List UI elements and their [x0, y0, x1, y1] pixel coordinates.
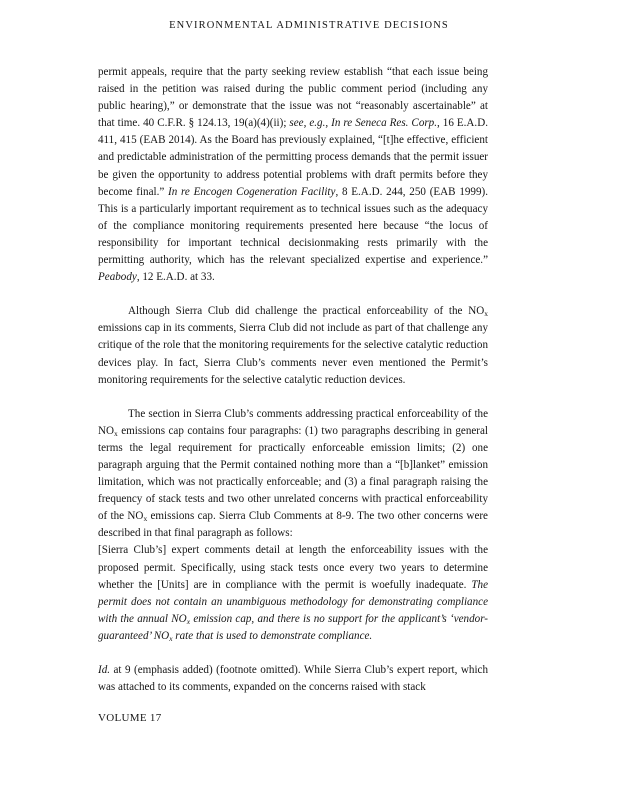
volume-footer: VOLUME 17 [98, 712, 162, 724]
block-quote: [Sierra Club’s] expert comments detail at length the enforceability issues with the proposed permit. Specifically, using stack tests once every two years to determine whether the [Units] are in compliance with the permit is woefully inadequate. The permit does not contain an unambiguous methodology for demonstrating compliance with the annual $NO_x$ emission cap, and there is no support for the applicant’s ‘vendor-guaranteed’ $NO_x$ rate that is used to demonstrate compliance. [98, 544, 488, 643]
paragraph-1: permit appeals, require that the party seeking review establish “that each issue being raised in the petition was raised during the public comment period (including any public hearing),” or demonstrate that the issue was not “reasonably ascertainable” at that time. 40 C.F.R. § 124.13, 19(a)(4)(ii); see, e.g., In re Seneca Res. Corp., 16 E.A.D. 411, 415 (EAB 2014). As the Board has previously explained, “[t]he effective, efficient and predictable administration of the permitting process demands that the permit issuer be given the opportunity to address potential problems with draft permits before they become final.” In re Encogen Cogeneration Facility, 8 E.A.D. 244, 250 (EAB 1999). This is a particularly important requirement as to technical issues such as the adequacy of the compliance monitoring requirements presented here because “the locus of responsibility for important technical decisionmaking rests primarily with the permitting authority, which has the relevant specialized expertise and experience.” Peabody, 12 E.A.D. at 33. [98, 66, 488, 284]
paragraph-3: The section in Sierra Club’s comments addressing practical enforceability of the $NO_x$ emissions cap contains four paragraphs: (1) two paragraphs describing in general terms the legal requirement for practically enforceable emission limits; (2) one paragraph arguing that the Permit contained nothing more than a “[b]lanket” emission limitation, which was not practically enforceable; and (3) a final paragraph raising the frequency of stack tests and two other unrelated concerns with practical enforceability of the $NO_x$ emissions cap. Sierra Club Comments at 8-9. The two other concerns were described in that final paragraph as follows: [98, 407, 488, 540]
page-body [98, 64, 488, 696]
paragraph-4: Id. at 9 (emphasis added) (footnote omitted). While Sierra Club’s expert report, which was attached to its comments, expanded on the concerns raised with stack [98, 664, 488, 694]
paragraph-2: Although Sierra Club did challenge the practical enforceability of the $NO_x$ emissions cap in its comments, Sierra Club did not include as part of that challenge any critique of the role that the monitoring requirements for the selective catalytic reduction devices play. In fact, Sierra Club’s comments never even mentioned the Permit’s monitoring requirements for the selective catalytic reduction devices. [98, 305, 488, 386]
running-header: ENVIRONMENTAL ADMINISTRATIVE DECISIONS [169, 20, 449, 31]
